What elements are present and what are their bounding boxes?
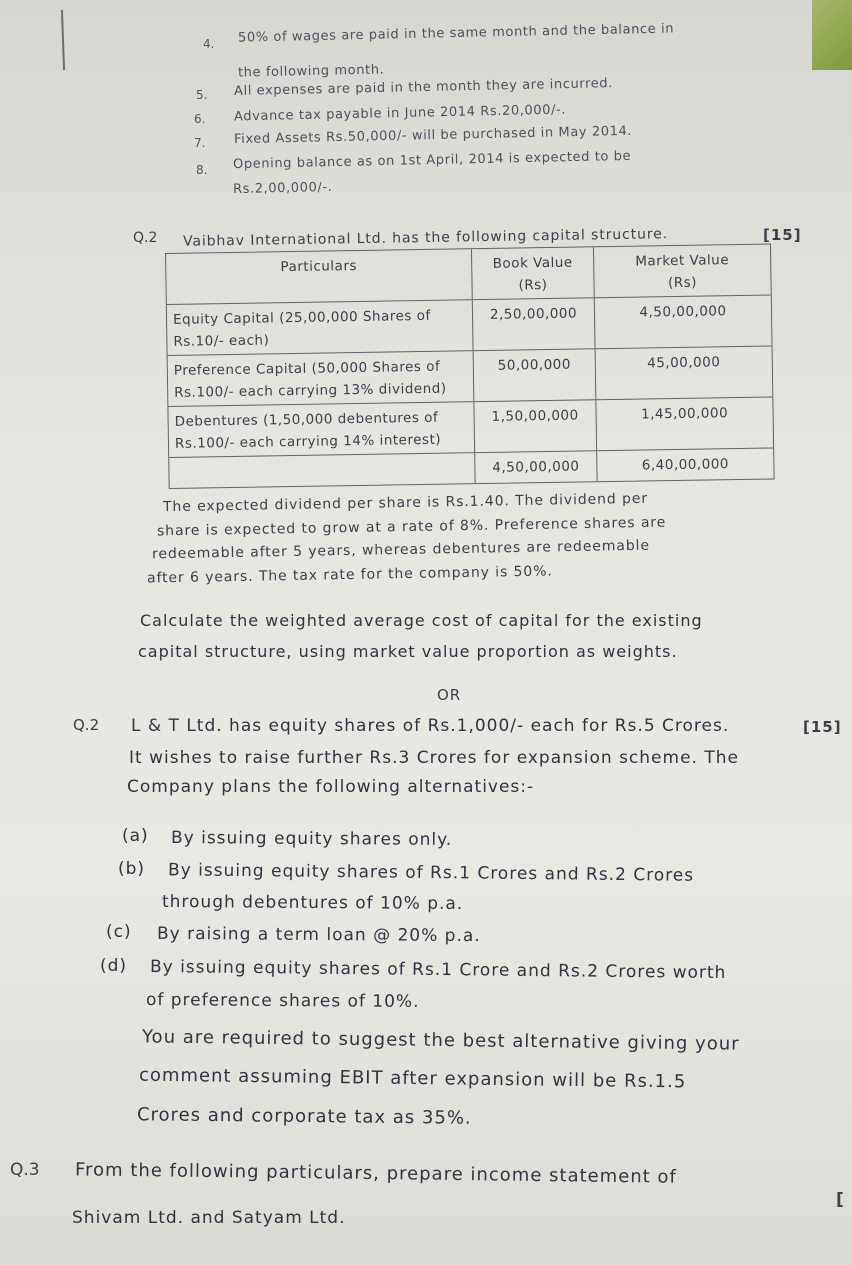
option-text: By issuing equity shares only. [170, 828, 453, 850]
list-number: 5. [196, 88, 208, 102]
option-text: By issuing equity shares of Rs.1 Crore and Rs.2 Crores worth [149, 956, 727, 984]
question-label: Q.2 [73, 716, 100, 734]
list-text: Rs.2,00,000/-. [232, 179, 333, 198]
table-row [168, 397, 773, 457]
list-number: 8. [196, 163, 208, 177]
table-cell [169, 453, 475, 488]
option-label: (d) [100, 956, 128, 976]
question-label: Q.2 [133, 230, 158, 246]
background-corner [812, 0, 852, 70]
capital-structure-table [165, 243, 775, 488]
question-line: Company plans the following alternatives:- [127, 777, 535, 797]
table-cell: 4,50,00,000 [639, 303, 727, 321]
table-cell: 1,45,00,000 [640, 405, 729, 423]
marks-label: [15] [803, 718, 842, 736]
question-intro: Vaibhav International Ltd. has the following capital structure. [182, 226, 669, 250]
list-text: the following month. [237, 62, 385, 81]
list-number: 7. [194, 136, 206, 150]
page-edge-line [61, 10, 65, 70]
marks-label: [15] [763, 226, 802, 244]
list-number: 6. [194, 112, 206, 126]
option-label: (a) [122, 826, 149, 846]
table-cell: 6,40,00,000 [641, 456, 730, 474]
table-row [167, 295, 772, 355]
list-text: Advance tax payable in June 2014 Rs.20,000/-. [233, 102, 567, 125]
list-text: All expenses are paid in the month they are incurred. [233, 76, 614, 99]
table-header-cell: Book Value (Rs) [472, 247, 595, 299]
list-text: Fixed Assets Rs.50,000/- will be purchased in May 2014. [233, 123, 633, 148]
table-cell: Debentures (1,50,000 debentures of Rs.100/- each carrying 14% interest) [168, 402, 475, 457]
table-header-row [166, 244, 771, 304]
table-cell: 1,50,00,000 [474, 400, 597, 452]
table-cell: 45,00,000 [647, 354, 721, 372]
question-line: Shivam Ltd. and Satyam Ltd. [72, 1208, 346, 1228]
option-text: of preference shares of 10%. [145, 990, 420, 1012]
list-text: 50% of wages are paid in the same month and the balance in [237, 21, 675, 46]
option-label: (b) [118, 859, 146, 879]
table-cell: 2,50,00,000 [473, 298, 596, 350]
table-cell: 4,50,00,000 [475, 451, 597, 483]
or-separator: OR [437, 686, 462, 704]
question-label: Q.3 [10, 1160, 40, 1180]
list-number: 4. [203, 37, 215, 51]
table-header-cell: Particulars [166, 249, 473, 304]
table-cell: 50,00,000 [474, 349, 597, 401]
list-text: Opening balance as on 1st April, 2014 is expected to be [232, 148, 632, 173]
marks-fragment: [ [836, 1190, 845, 1210]
option-text: through debentures of 10% p.a. [161, 891, 464, 915]
question-line: From the following particulars, prepare income statement of [74, 1159, 677, 1188]
exam-page: 4. 50% of wages are paid in the same month and the balance in the following month. 5. All expenses are paid in the month they are incurred. 6. Advance tax payable in June 2014 Rs.20,000/-. 7. Fixed Assets Rs.50,000/- will be purchased in May 2014. 8. Opening balance as on 1st April, 2014 is expected to be Rs.2,00,000/-. Q.2 Vaibhav International Ltd. has the following capital structure. [15] Particulars Book Value (Rs) Market Value (Rs) Equity Capital (25,00,000 Shares of Rs.10/- each) 2,50,00,000 4,50,00,000 Preference Capital (50,000 Shares of Rs.100/- each carrying 13% dividend) 50,00,000 45,00,000 Debentures (1,50,000 debentures of Rs.100/- each carrying 14% interest) 1,50,00,000 1,45,00,000 4,50,00,000 6,40,00,000 The expected dividend per share is Rs.1.40. The dividend per share is expected to grow at a rate of 8%. Preference shares are redeemable after 5 years, whereas debentures are redeemable after 6 years. The tax rate for the company is 50%. Calculate the weighted average cost of capital for the existing capital structure, using market value proportion as weights. OR Q.2 L & T Ltd. has equity shares of Rs.1,000/- each for Rs.5 Crores. [15] It wishes to raise further Rs.3 Crores for expansion scheme. The Company plans the following alternatives:- (a) By issuing equity shares only. (b) By issuing equity shares of Rs.1 Crores and Rs.2 Crores through debentures of 10% p.a. (c) By raising a term loan @ 20% p.a. (d) By issuing equity shares of Rs.1 Crore and Rs.2 Crores worth of preference shares of 10%. You are required to suggest the best alternative giving your comment assuming EBIT after expansion will be Rs.1.5 Crores and corporate tax as 35%. Q.3 From the following particulars, prepare income statement of [ Shivam Ltd. and Satyam Ltd. [0, 0, 852, 1265]
option-text: By issuing equity shares of Rs.1 Crores and Rs.2 Crores [167, 860, 695, 886]
table-cell: Preference Capital (50,000 Shares of Rs.100/- each carrying 13% dividend) [168, 351, 475, 406]
question-line: L & T Ltd. has equity shares of Rs.1,000/- each for Rs.5 Crores. [131, 716, 730, 736]
table-cell: Equity Capital (25,00,000 Shares of Rs.10/- each) [167, 300, 474, 355]
option-label: (c) [106, 922, 132, 942]
option-text: By raising a term loan @ 20% p.a. [156, 923, 481, 947]
question-line: It wishes to raise further Rs.3 Crores for expansion scheme. The [129, 748, 739, 768]
table-header-cell: Market Value (Rs) [635, 252, 730, 292]
